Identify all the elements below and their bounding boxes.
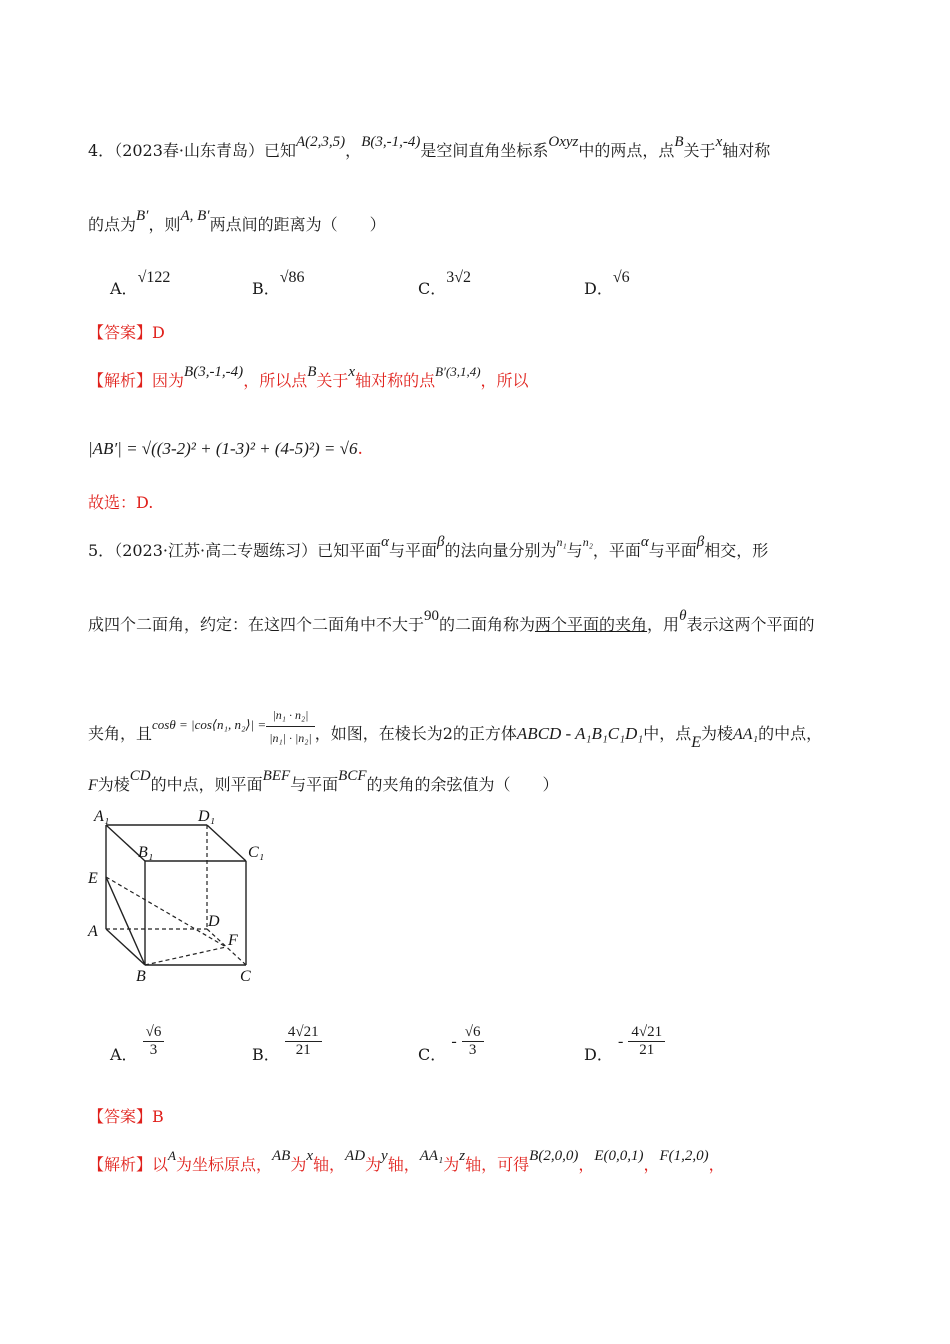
option-label: A． [110,1045,138,1064]
q5-line-3 [88,708,823,757]
option-value: √6 [612,269,630,286]
q5-e: E [691,734,701,751]
q5-text: ，用 [647,615,680,634]
label-c: C [240,968,251,985]
analysis-a: A [168,1148,176,1163]
option-fraction [462,1024,484,1059]
q4-source: （2023春·山东青岛） [114,141,264,160]
option-value: √86 [279,269,305,286]
q4-option-a[interactable] [110,264,171,298]
option-label: B． [252,1045,280,1064]
label-c1: C₁ [248,844,265,861]
q4-distance-formula [88,438,363,460]
analysis-y: y [381,1148,388,1164]
analysis-text: 为坐标原点， [175,1155,272,1174]
q5-f: F [88,777,98,794]
q5-theta: θ [679,608,687,624]
q5-text: 夹角，且 [88,724,153,743]
option-label: C． [418,279,447,298]
q5-text: 与 [566,541,583,560]
q4-number: 4． [88,141,115,160]
q4-answer: 【答案】D [88,323,165,342]
q5-text: ，如图，在棱长为2的正方体 [314,724,517,743]
q4-line-2 [88,208,386,237]
q5-aa1: AA₁ [733,726,759,743]
fraction-numerator: 4√21 [285,1024,322,1042]
analysis-text: 轴， [313,1155,346,1174]
q4-x-symbol: x [715,134,723,150]
q5-option-d[interactable] [584,1024,665,1064]
analysis-x-symbol: x [348,364,356,380]
q5-n1: n₁ [556,535,567,549]
analysis-point-e: E(0,0,1) [594,1148,644,1164]
q5-text: 成四个二面角，约定：在这四个二面角中不大于 [88,615,425,634]
q4-text: 两点间的距离为（ ） [209,215,386,234]
fraction-numerator: |n₁ · n₂| [266,704,315,727]
q4-b-symbol: B [674,134,684,150]
option-label: D． [584,279,613,298]
option-sign: - [451,1033,457,1050]
q5-text: 的中点，则平面 [150,775,263,794]
q4-text: 的点为 [88,215,137,234]
q5-text: 表示这两个平面的 [686,615,815,634]
analysis-point-f: F(1,2,0) [659,1148,709,1164]
fraction-numerator: √6 [143,1024,165,1042]
q4-comma: ， [345,141,362,160]
q5-text: ，平面 [592,541,641,560]
option-sign: - [617,1033,624,1050]
label-d: D [208,913,220,930]
analysis-aa1: AA₁ [419,1148,444,1164]
q5-source: （2023·江苏·高二专题练习） [114,541,318,560]
q4-b-prime: B′ [136,208,149,224]
q5-cos-fraction [266,704,315,749]
analysis-text: 轴， [387,1155,420,1174]
analysis-text: 关于 [316,371,349,390]
q5-text: 已知平面 [317,541,382,560]
label-d1: D₁ [198,808,216,825]
analysis-label: 【解析】 [88,371,153,390]
option-value: 3√2 [446,269,472,286]
analysis-text: 轴，可得 [465,1155,530,1174]
q5-text: 为棱 [700,724,733,743]
q5-line-2 [88,608,815,637]
analysis-label: 【解析】 [88,1155,153,1174]
q4-text: 关于 [683,141,716,160]
q5-option-a[interactable] [110,1024,164,1064]
analysis-comma: ， [708,1155,725,1174]
q5-text: 与平面 [388,541,437,560]
analysis-z: z [459,1148,466,1164]
label-a1: A₁ [94,808,110,825]
q5-text: 的二面角称为 [439,615,536,634]
q4-line-1 [88,134,771,163]
q5-underlined-term: 两个平面的夹角 [535,615,648,634]
option-fraction [285,1024,322,1059]
option-label: A． [110,279,138,298]
q5-bef: BEF [262,768,291,784]
q5-cd: CD [129,768,151,784]
fraction-denominator: 21 [295,1042,311,1058]
option-value: √122 [137,269,171,286]
q5-bcf: BCF [338,768,367,784]
option-fraction [628,1024,665,1059]
q4-text: 是空间直角坐标系 [420,141,549,160]
q4-text: 已知 [264,141,297,160]
q5-line-4 [88,768,559,797]
q5-degree: 90 [424,608,440,624]
option-fraction [143,1024,165,1059]
q5-line-1 [88,534,769,563]
q5-cos-formula: cosθ = |cos⟨n₁, n₂⟩| = [152,717,267,732]
fraction-numerator: √6 [462,1024,484,1042]
q4-text: 中的两点，点 [578,141,675,160]
label-b: B [136,968,146,985]
analysis-x: x [306,1148,314,1164]
fraction-denominator: 21 [639,1042,655,1058]
analysis-comma: ， [643,1155,660,1174]
q5-text: 与平面 [290,775,339,794]
analysis-text: 为 [290,1155,307,1174]
option-label: D． [584,1045,613,1064]
analysis-text: ，所以点 [243,371,308,390]
q4-analysis [88,364,529,393]
q4-a-b-prime: A, B′ [180,208,210,224]
analysis-text: 为 [365,1155,382,1174]
q5-text: 中，点 [643,724,692,743]
q5-alpha: α [381,534,389,550]
q4-option-b[interactable] [252,264,305,298]
label-a: A [88,923,98,940]
q5-alpha: α [640,534,649,550]
q5-option-b[interactable] [252,1024,322,1064]
q5-n2: n₂ [582,535,593,549]
q4-conclusion: 故选：D. [88,493,154,512]
analysis-b-prime: B′(3,1,4) [435,364,481,379]
fraction-denominator: 3 [149,1042,158,1058]
label-f: F [228,932,238,949]
q5-cube: ABCD - A₁B₁C₁D₁ [516,724,644,743]
analysis-comma: ， [578,1155,595,1174]
analysis-text: 为 [443,1155,460,1174]
label-e: E [88,870,98,887]
analysis-text: ，所以 [480,371,529,390]
cube-figure [80,805,280,990]
option-label: B． [252,279,280,298]
q5-text: 相交，形 [704,541,769,560]
option-label: C． [418,1045,447,1064]
q5-beta: β [696,534,705,550]
label-b1: B₁ [138,844,154,861]
q4-point-a: A(2,3,5) [296,134,346,150]
analysis-b-symbol: B [307,364,317,380]
analysis-text: 以 [152,1155,169,1174]
fraction-denominator: 3 [468,1042,477,1058]
analysis-text: 轴对称的点 [355,371,436,390]
q5-number: 5． [88,541,115,560]
q5-analysis [88,1148,725,1177]
q4-text: 轴对称 [722,141,771,160]
q5-option-c[interactable] [418,1024,484,1064]
q5-answer: 【答案】B [88,1107,164,1126]
q5-beta: β [437,534,445,550]
q4-point-b: B(3,-1,-4) [361,134,421,150]
q4-option-c[interactable] [418,264,472,298]
analysis-text: 因为 [152,371,185,390]
q5-text: 的中点， [758,724,823,743]
q5-text: 的法向量分别为 [444,541,557,560]
q4-option-d[interactable] [584,264,630,298]
analysis-point-b: B(3,-1,-4) [184,364,244,380]
analysis-ab: AB [272,1148,291,1164]
formula-period: . [357,439,363,459]
q5-text: 为棱 [97,775,130,794]
q4-text: ，则 [148,215,181,234]
q5-text: 与平面 [648,541,697,560]
formula: |AB′| = √((3-2)² + (1-3)² + (4-5)²) = √6 [88,439,358,458]
analysis-point-b: B(2,0,0) [529,1148,579,1164]
q4-oxyz: Oxyz [548,134,579,150]
q5-text: 的夹角的余弦值为（ ） [366,775,559,794]
fraction-denominator: |n₁| · |n₂| [269,731,312,745]
fraction-numerator: 4√21 [628,1024,665,1042]
analysis-ad: AD [345,1148,366,1164]
